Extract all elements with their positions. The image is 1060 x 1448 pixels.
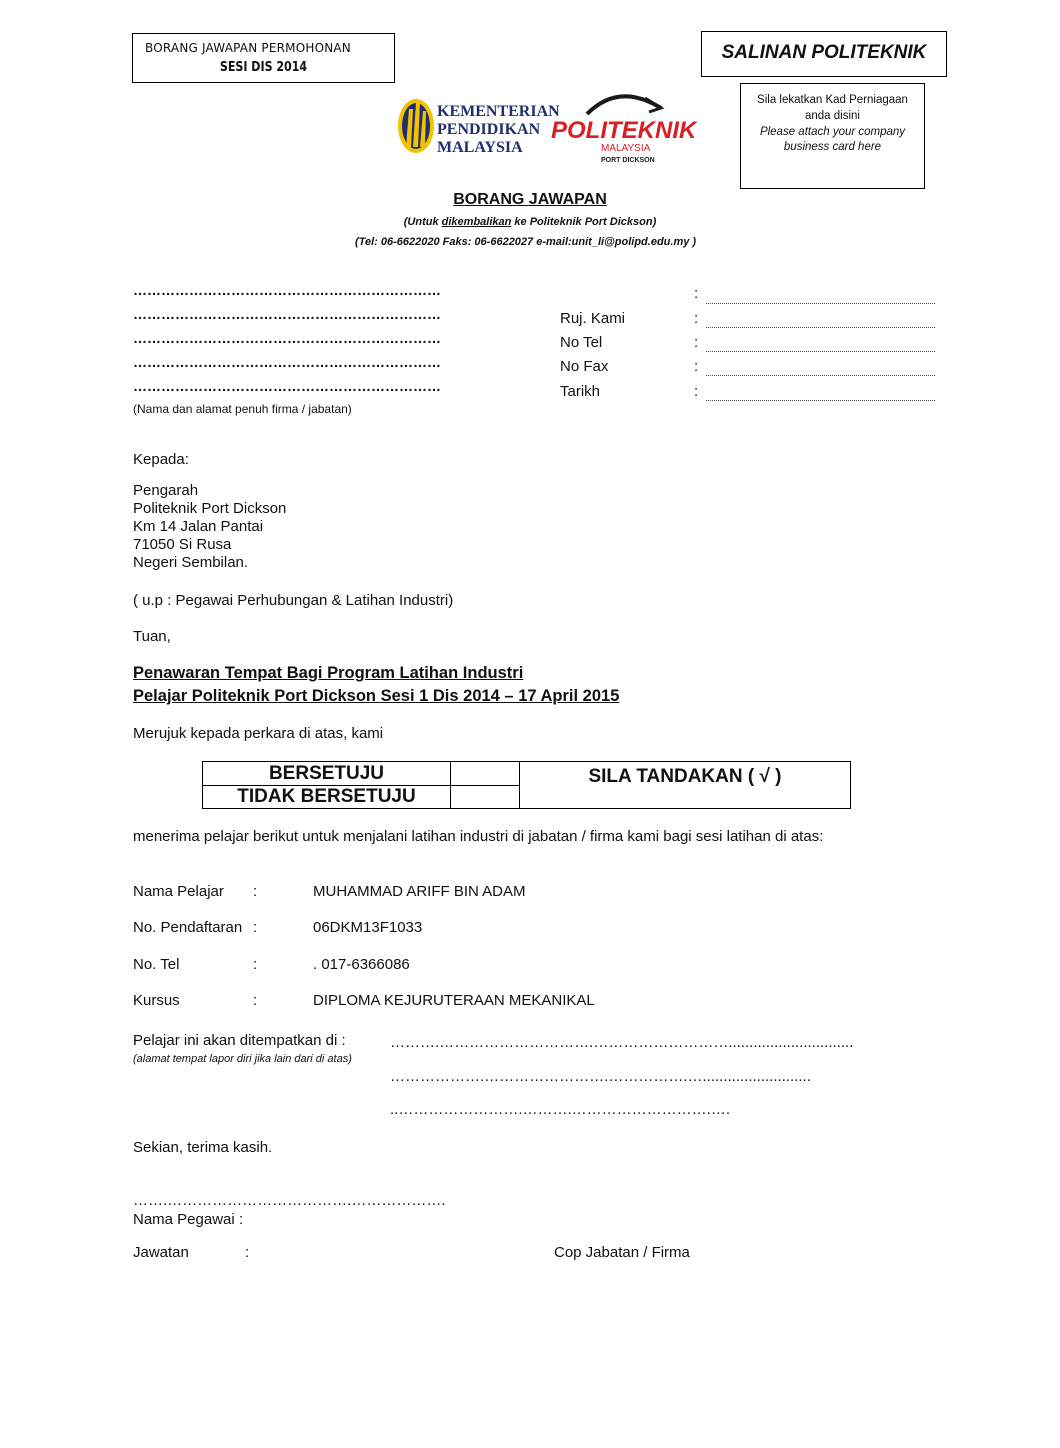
no-fax-colon: : <box>694 358 699 375</box>
agree-label: BERSETUJU <box>203 762 451 786</box>
position-colon: : <box>245 1244 250 1261</box>
ruj-kami-colon: : <box>694 310 699 327</box>
form-title-box <box>132 33 395 83</box>
registration-label: No. Pendaftaran <box>133 919 243 936</box>
tarikh-colon: : <box>694 383 699 400</box>
sender-line-3[interactable]: ………………………………………………………… <box>133 330 441 346</box>
greeting: Tuan, <box>133 628 171 645</box>
tarikh-label: Tarikh <box>560 383 601 400</box>
attention-line: ( u.p : Pegawai Perhubungan & Latihan Industri) <box>133 592 454 609</box>
kpm-line3: MALAYSIA <box>437 139 523 156</box>
student-name-label: Nama Pelajar <box>133 883 224 900</box>
card-note-ms: Sila lekatkan Kad Perniagaan anda disini <box>757 94 908 122</box>
signature-line[interactable]: …….……………………………….………………. <box>133 1192 446 1209</box>
address-line: Pengarah <box>133 482 199 499</box>
kepada-label: Kepada: <box>133 451 189 468</box>
sender-line-4[interactable]: ………………………………………………………… <box>133 354 441 370</box>
politeknik-logo <box>549 88 697 166</box>
course-colon: : <box>253 992 258 1009</box>
politeknik-arc-icon <box>549 88 697 166</box>
agree-checkbox[interactable] <box>451 762 520 786</box>
placement-line-3[interactable]: ..…………………….……….……………………….…. <box>390 1101 731 1118</box>
position-label: Jawatan <box>133 1244 189 1261</box>
form-subheading: (Untuk dikembalikan ke Politeknik Port Dickson) <box>403 216 657 228</box>
sender-line-2[interactable]: ………………………………………………………… <box>133 306 441 322</box>
stamp-label: Cop Jabatan / Firma <box>554 1244 690 1261</box>
disagree-checkbox[interactable] <box>451 785 520 809</box>
ref-field-blank-colon: : <box>694 285 699 302</box>
placement-hint: (alamat tempat lapor diri jika lain dari di atas) <box>133 1053 352 1065</box>
student-tel-label: No. Tel <box>133 956 180 973</box>
sender-line-5[interactable]: ………………………………………………………… <box>133 378 441 394</box>
address-line: Km 14 Jalan Pantai <box>133 518 264 535</box>
intro-text: Merujuk kepada perkara di atas, kami <box>133 725 384 742</box>
recipient-address <box>133 482 286 572</box>
agreement-table <box>202 761 851 809</box>
no-tel-label: No Tel <box>560 334 603 351</box>
student-name-value: MUHAMMAD ARIFF BIN ADAM <box>313 883 526 900</box>
no-tel-field[interactable] <box>706 351 935 352</box>
placement-line-2[interactable]: ……………….…………………….…………….….......................... <box>390 1068 811 1085</box>
business-card-area[interactable] <box>740 83 925 189</box>
kpm-emblem-icon <box>395 97 560 157</box>
disagree-label: TIDAK BERSETUJU <box>203 785 451 809</box>
kpm-line1: KEMENTERIAN <box>437 103 560 120</box>
student-name-colon: : <box>253 883 258 900</box>
address-line: 71050 Si Rusa <box>133 536 232 553</box>
course-value: DIPLOMA KEJURUTERAAN MEKANIKAL <box>313 992 595 1009</box>
subject-line-1: Penawaran Tempat Bagi Program Latihan Industri <box>133 664 524 682</box>
officer-name-label: Nama Pegawai : <box>133 1211 244 1228</box>
sender-caption: (Nama dan alamat penuh firma / jabatan) <box>133 402 352 416</box>
address-line: Politeknik Port Dickson <box>133 500 287 517</box>
no-fax-label: No Fax <box>560 358 609 375</box>
course-label: Kursus <box>133 992 180 1009</box>
form-title-line1: BORANG JAWAPAN PERMOHONAN <box>145 41 351 55</box>
accept-text: menerima pelajar berikut untuk menjalani latihan industri di jabatan / firma kami bagi sesi latihan di atas: <box>133 828 824 845</box>
no-tel-colon: : <box>694 334 699 351</box>
closing-thanks: Sekian, terima kasih. <box>133 1139 273 1156</box>
registration-value: 06DKM13F1033 <box>313 919 423 936</box>
ruj-kami-field[interactable] <box>706 327 935 328</box>
sender-line-1[interactable]: ………………………………………………………… <box>133 282 441 298</box>
poli-line2: MALAYSIA <box>601 143 651 154</box>
no-fax-field[interactable] <box>706 375 935 376</box>
subject-line-2: Pelajar Politeknik Port Dickson Sesi 1 Dis 2014 – 17 April 2015 <box>133 687 620 705</box>
student-tel-value: . 017-6366086 <box>313 956 410 973</box>
student-tel-colon: : <box>253 956 258 973</box>
tick-instruction: SILA TANDAKAN ( √ ) <box>520 762 851 809</box>
registration-colon: : <box>253 919 258 936</box>
poli-line1: POLITEKNIK <box>551 117 697 144</box>
ref-field-blank-input[interactable] <box>706 303 935 304</box>
placement-label: Pelajar ini akan ditempatkan di : <box>133 1032 346 1049</box>
placement-line-1[interactable]: ……….………………………….……………………….............................. <box>390 1034 854 1051</box>
kpm-line2: PENDIDIKAN <box>437 121 541 138</box>
address-line: Negeri Sembilan. <box>133 554 249 571</box>
ruj-kami-label: Ruj. Kami <box>560 310 626 327</box>
poli-line3: PORT DICKSON <box>601 157 655 164</box>
form-heading: BORANG JAWAPAN <box>453 191 607 208</box>
kpm-logo <box>395 97 560 157</box>
form-title-line2: SESI DIS 2014 <box>219 60 308 75</box>
tarikh-field[interactable] <box>706 400 935 401</box>
card-note-en: Please attach your company business card here <box>759 126 906 153</box>
copy-label: SALINAN POLITEKNIK <box>701 31 947 77</box>
contact-line: (Tel: 06-6622020 Faks: 06-6622027 e-mail:unit_li@polipd.edu.my ) <box>355 236 697 248</box>
